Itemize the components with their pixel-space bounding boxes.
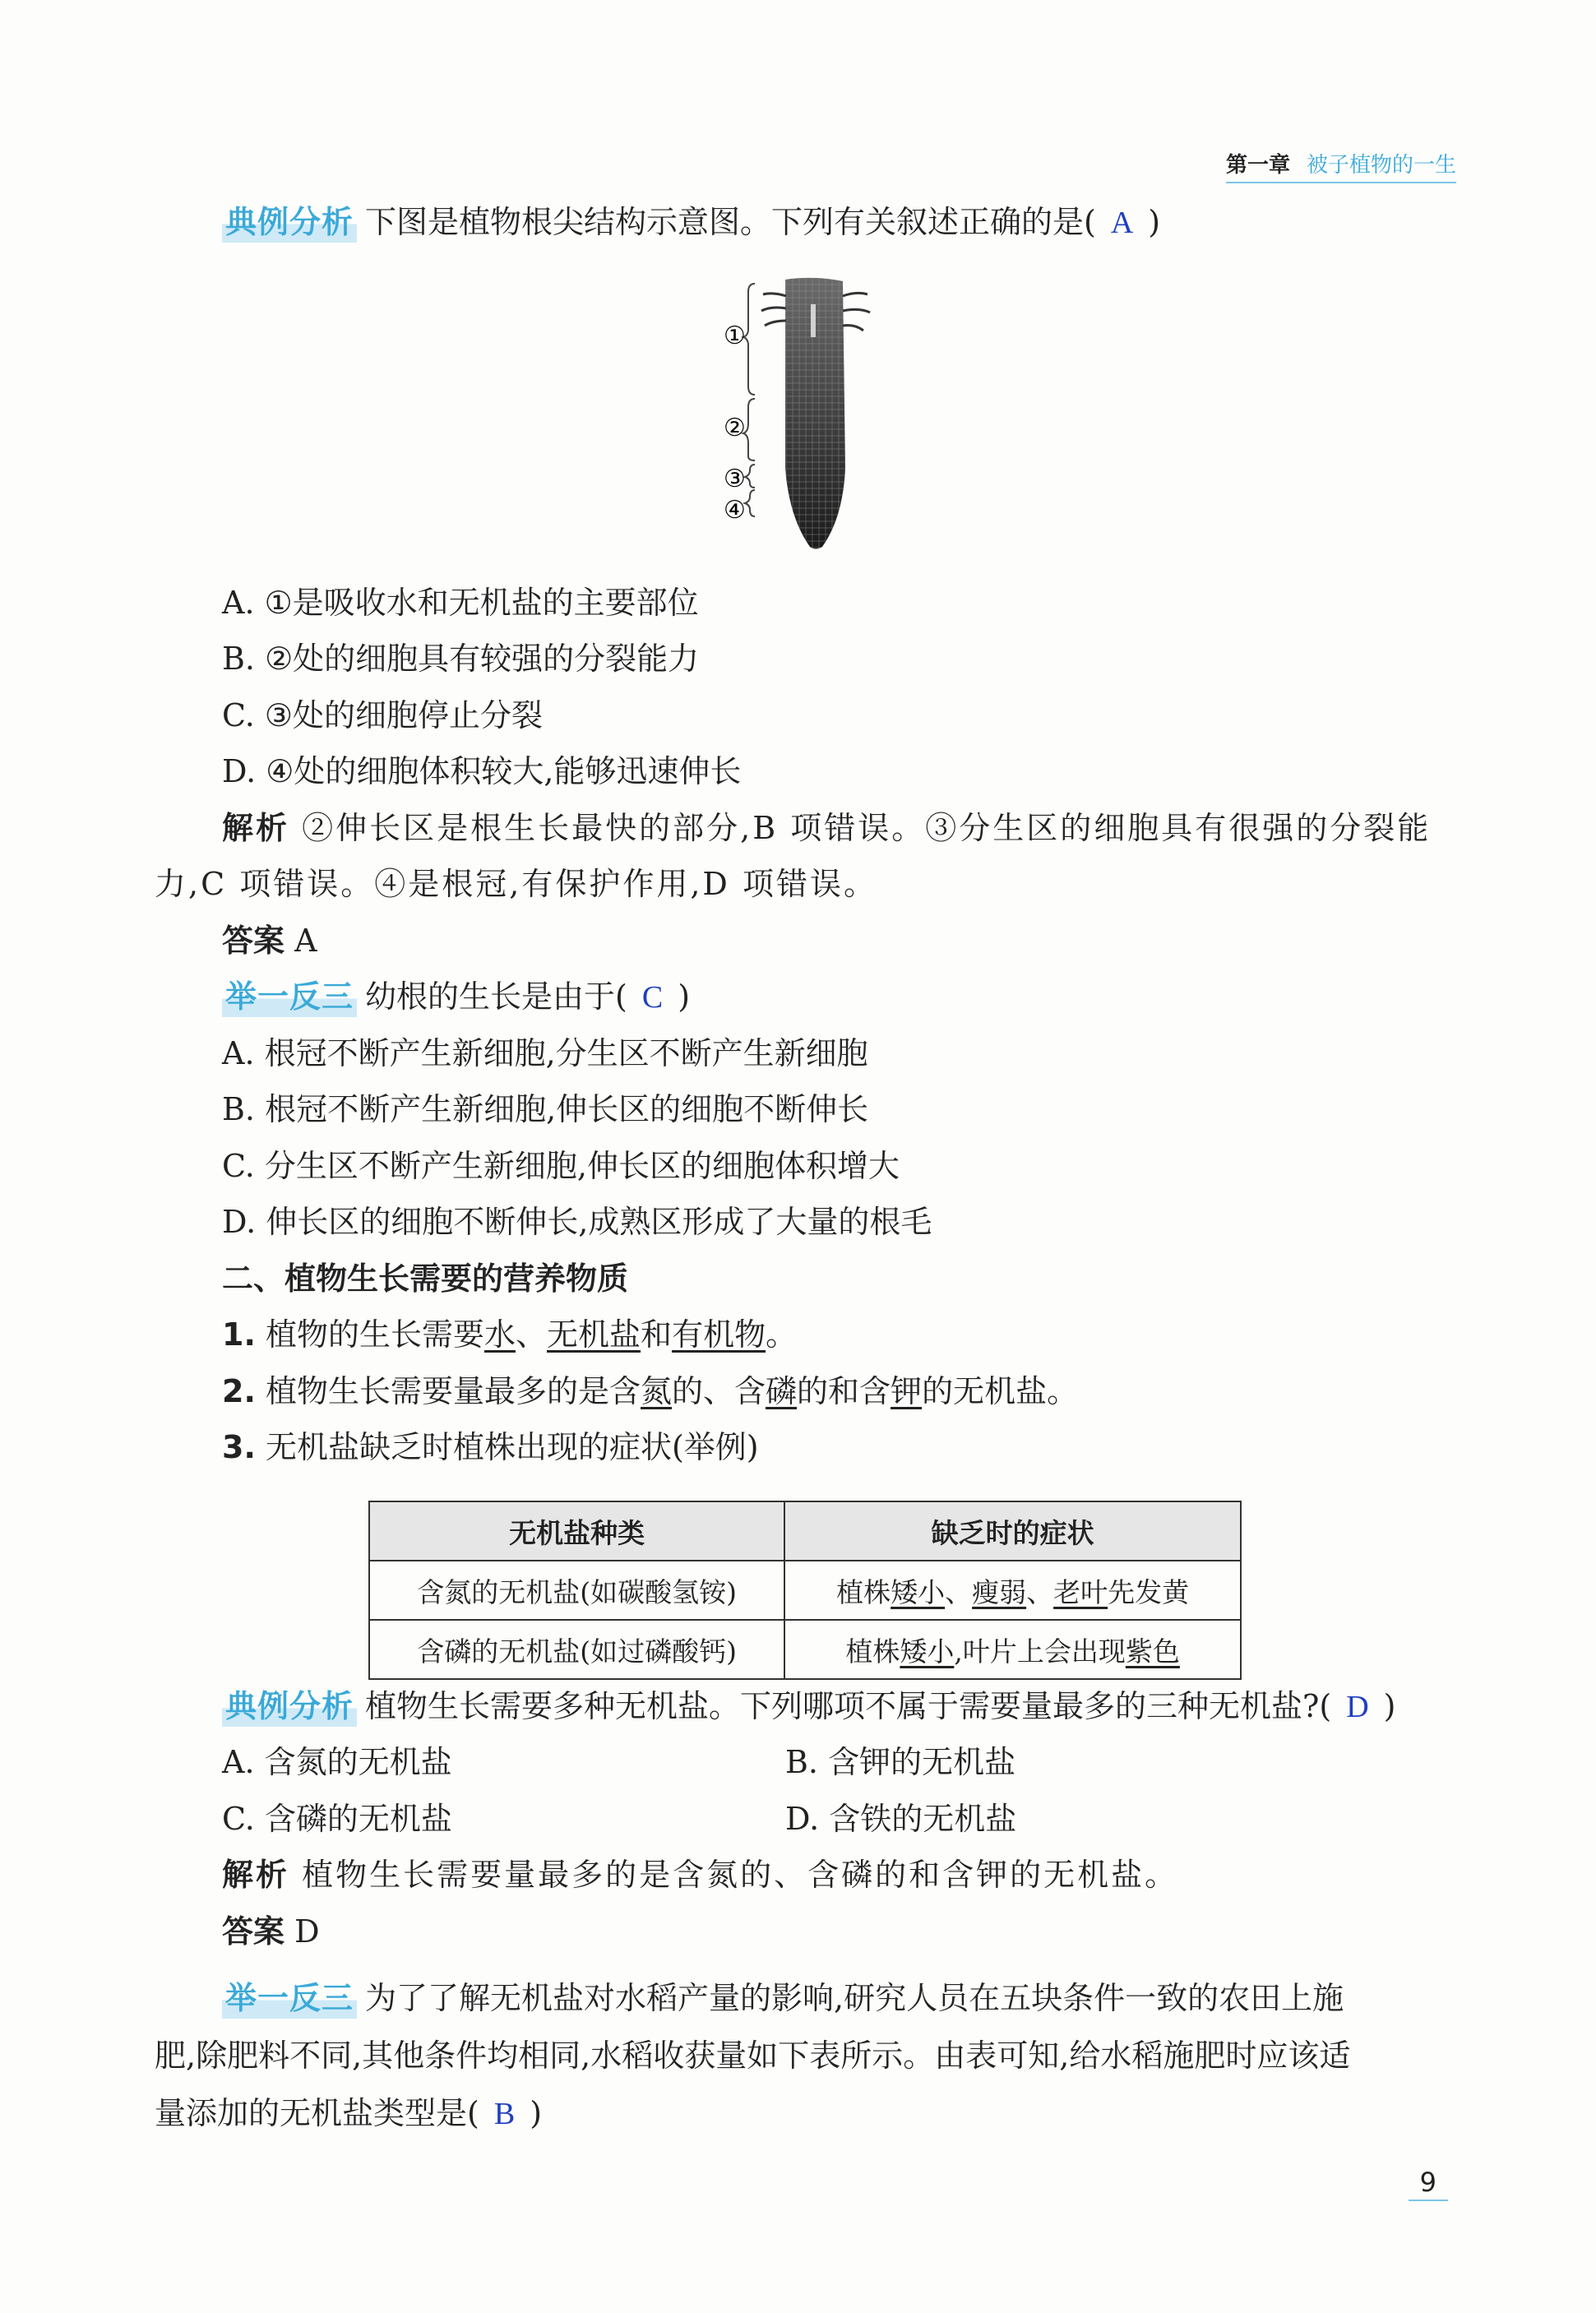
root-tip-figure: [707, 271, 904, 559]
ex1-analysis: 解析 ②伸长区是根生长最快的部分,B 项错误。③分生区的细胞具有很强的分裂能: [222, 810, 1432, 846]
answer-mark: D: [1346, 1690, 1369, 1724]
point-1: 1. 植物的生长需要水、无机盐和有机物。: [222, 1316, 798, 1353]
label-1: ①: [724, 322, 746, 350]
answer-mark: B: [493, 2097, 516, 2131]
ex1-option-d: D. ④处的细胞体积较大,能够迅速伸长: [222, 753, 742, 789]
table-row: 含氮的无机盐(如碳酸氢铵) 植株矮小、瘦弱、老叶先发黄: [369, 1561, 1241, 1620]
point-3: 3. 无机盐缺乏时植株出现的症状(举例): [222, 1429, 759, 1465]
label-2: ②: [724, 414, 746, 442]
ex3-analysis: 解析 植物生长需要量最多的是含氮的、含磷的和含钾的无机盐。: [222, 1857, 1179, 1893]
ex4-question: 举一反三 为了了解无机盐对水稻产量的影响,研究人员在五块条件一致的农田上施: [222, 1978, 1344, 2019]
ex3-option-a: A. 含氮的无机盐: [222, 1744, 452, 1780]
table-header: 无机盐种类: [369, 1501, 784, 1561]
running-header: [1226, 148, 1456, 183]
answer-mark: C: [641, 980, 664, 1015]
label-3: ③: [724, 465, 746, 493]
ex1-option-c: C. ③处的细胞停止分裂: [222, 697, 543, 733]
example-tag: 典例分析: [222, 201, 357, 243]
nutrient-table: [368, 1501, 1242, 1680]
ex3-result: 答案 D: [222, 1913, 320, 1950]
point-2: 2. 植物生长需要量最多的是含氮的、含磷的和含钾的无机盐。: [222, 1373, 1079, 1409]
ex1-analysis-cont: 力,C 项错误。④是根冠,有保护作用,D 项错误。: [155, 866, 877, 902]
example-tag: 举一反三: [222, 1978, 357, 2019]
chapter-label: 第一章: [1225, 153, 1290, 178]
ex2-option-d: D. 伸长区的细胞不断伸长,成熟区形成了大量的根毛: [222, 1204, 932, 1240]
table-row: 含磷的无机盐(如过磷酸钙) 植株矮小,叶片上会出现紫色: [369, 1620, 1241, 1679]
ex1-option-b: B. ②处的细胞具有较强的分裂能力: [222, 641, 700, 677]
ex1-question: 典例分析 下图是植物根尖结构示意图。下列有关叙述正确的是( A ): [222, 201, 1160, 243]
example-tag: 典例分析: [222, 1686, 357, 1727]
ex2-option-c: C. 分生区不断产生新细胞,伸长区的细胞体积增大: [222, 1148, 900, 1184]
label-4: ④: [724, 496, 746, 525]
ex2-option-b: B. 根冠不断产生新细胞,伸长区的细胞不断伸长: [222, 1091, 869, 1127]
ex3-option-d: D. 含铁的无机盐: [785, 1801, 1017, 1837]
ex2-option-a: A. 根冠不断产生新细胞,分生区不断产生新细胞: [222, 1035, 868, 1071]
ex1-option-a: A. ①是吸收水和无机盐的主要部位: [222, 585, 699, 621]
table-header: 缺乏时的症状: [784, 1501, 1241, 1561]
ex3-question: 典例分析 植物生长需要多种无机盐。下列哪项不属于需要量最多的三种无机盐?( D ): [222, 1686, 1396, 1728]
section-title: 二、植物生长需要的营养物质: [222, 1261, 629, 1297]
page-number: 9: [1409, 2167, 1448, 2201]
ex3-option-c: C. 含磷的无机盐: [222, 1801, 452, 1837]
ex1-result: 答案 A: [222, 923, 317, 959]
ex4-question-cont: 肥,除肥料不同,其他条件均相同,水稻收获量如下表所示。由表可知,给水稻施肥时应该适: [155, 2038, 1351, 2074]
ex2-question: 举一反三 幼根的生长是由于( C ): [222, 976, 690, 1018]
answer-mark: A: [1110, 206, 1134, 240]
ex4-question-end: 量添加的无机盐类型是( B ): [155, 2095, 543, 2131]
chapter-title: 被子植物的一生: [1306, 153, 1456, 178]
ex3-option-b: B. 含钾的无机盐: [785, 1744, 1016, 1780]
example-tag: 举一反三: [222, 976, 357, 1017]
